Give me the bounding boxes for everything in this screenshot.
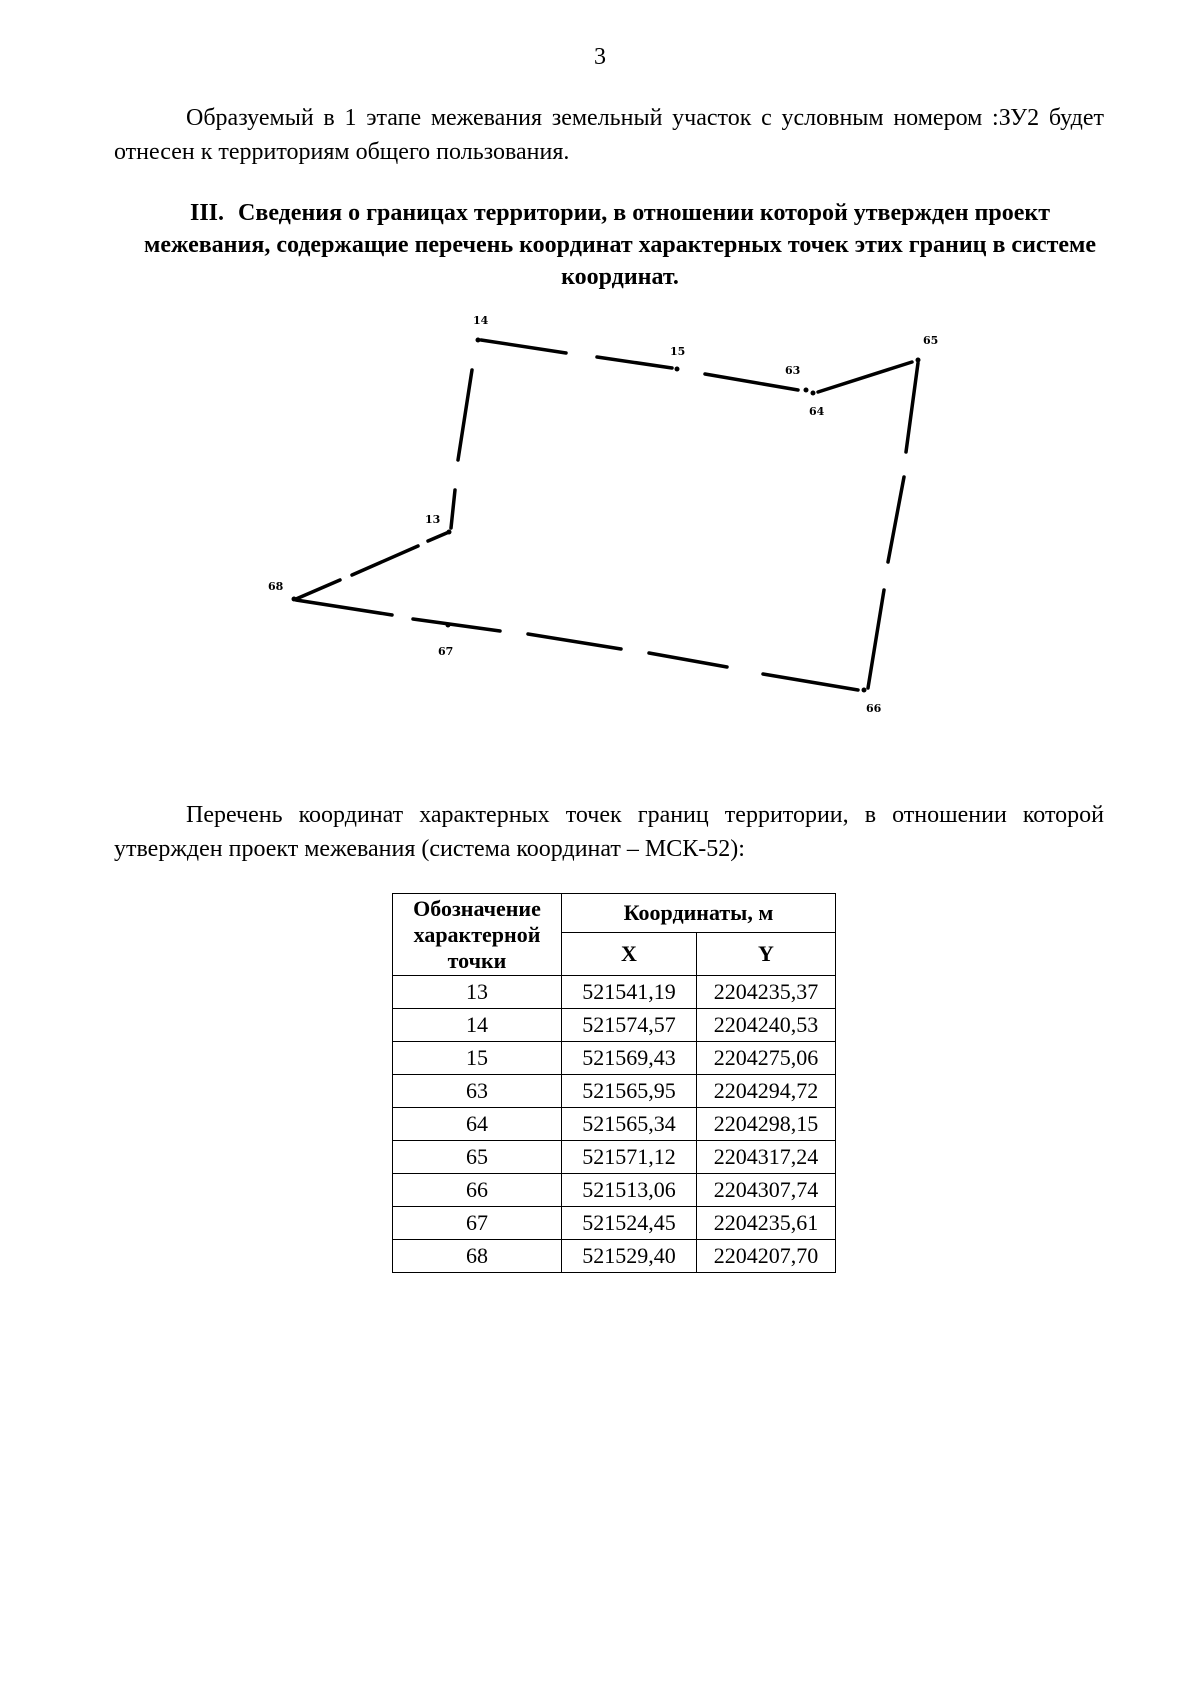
boundary-segment: [451, 490, 455, 528]
boundary-lines: [296, 340, 918, 690]
table-header-row: [393, 894, 836, 933]
point-label-13: 13: [425, 513, 441, 526]
boundary-segment: [458, 370, 472, 460]
table-row: [393, 1009, 836, 1042]
coordinates-table: [392, 893, 836, 1273]
boundary-segment: [906, 363, 918, 452]
header-y: Y: [697, 933, 836, 976]
cell-y: 2204240,53: [697, 1009, 836, 1042]
boundary-segment: [413, 619, 500, 631]
boundary-segment: [296, 600, 392, 615]
cell-point: 63: [393, 1075, 562, 1108]
section-title: Сведения о границах территории, в отношении которой утвержден проект межевания, содержащие перечень координат характерных точек этих границ в системе координат.: [143, 200, 1097, 290]
section-number: III.: [190, 200, 225, 226]
cell-x: 521565,95: [562, 1075, 697, 1108]
section-heading: [130, 197, 1110, 293]
page-number: 3: [594, 44, 606, 70]
point-marker: [675, 367, 680, 372]
boundary-segment: [528, 634, 621, 649]
intro-paragraph: [114, 101, 1104, 169]
cell-y: 2204207,70: [697, 1240, 836, 1273]
header-coordinates: Координаты, м: [562, 894, 836, 933]
cell-point: 68: [393, 1240, 562, 1273]
point-marker: [916, 358, 921, 363]
point-marker: [476, 338, 481, 343]
cell-point: 64: [393, 1108, 562, 1141]
point-marker: [804, 388, 809, 393]
header-point-designation: Обозначение характерной точки: [393, 894, 562, 976]
point-marker: [292, 597, 297, 602]
cell-y: 2204235,61: [697, 1207, 836, 1240]
table-row: [393, 1174, 836, 1207]
point-label-67: 67: [438, 645, 454, 658]
header-x: X: [562, 933, 697, 976]
table-row: [393, 1240, 836, 1273]
cell-x: 521524,45: [562, 1207, 697, 1240]
point-label-65: 65: [923, 334, 939, 347]
cell-x: 521541,19: [562, 976, 697, 1009]
cell-point: 15: [393, 1042, 562, 1075]
table-row: [393, 1108, 836, 1141]
cell-x: 521571,12: [562, 1141, 697, 1174]
cell-x: 521569,43: [562, 1042, 697, 1075]
boundary-segment: [818, 362, 912, 392]
cell-x: 521565,34: [562, 1108, 697, 1141]
table-row: [393, 1207, 836, 1240]
cell-point: 66: [393, 1174, 562, 1207]
coords-intro-paragraph: [114, 798, 1104, 866]
boundary-segment: [352, 546, 418, 575]
cell-y: 2204235,37: [697, 976, 836, 1009]
point-label-68: 68: [268, 580, 284, 593]
cell-y: 2204317,24: [697, 1141, 836, 1174]
boundary-segment: [763, 674, 858, 690]
cell-point: 13: [393, 976, 562, 1009]
cell-y: 2204298,15: [697, 1108, 836, 1141]
cell-x: 521513,06: [562, 1174, 697, 1207]
cell-point: 14: [393, 1009, 562, 1042]
table-row: [393, 1141, 836, 1174]
table-row: [393, 1042, 836, 1075]
cell-x: 521574,57: [562, 1009, 697, 1042]
point-marker: [862, 688, 867, 693]
cell-point: 67: [393, 1207, 562, 1240]
boundary-segment: [868, 590, 884, 688]
point-label-66: 66: [866, 702, 882, 715]
boundary-segment: [597, 357, 672, 368]
boundary-segment: [428, 532, 449, 541]
point-label-15: 15: [670, 345, 686, 358]
boundary-segment: [481, 340, 566, 353]
cell-y: 2204294,72: [697, 1075, 836, 1108]
point-marker: [447, 530, 452, 535]
point-label-63: 63: [785, 364, 801, 377]
point-marker: [446, 623, 451, 628]
boundary-segment: [296, 580, 340, 599]
point-marker: [811, 391, 816, 396]
boundary-segment: [888, 477, 904, 562]
intro-paragraph-text: Образуемый в 1 этапе межевания земельный участок с условным номером :ЗУ2 будет отнесен к территориям общего пользования.: [114, 105, 1104, 165]
table-row: [393, 976, 836, 1009]
cell-point: 65: [393, 1141, 562, 1174]
cell-y: 2204275,06: [697, 1042, 836, 1075]
point-label-14: 14: [473, 314, 489, 327]
point-label-64: 64: [809, 405, 825, 418]
table-row: [393, 1075, 836, 1108]
coords-intro-text: Перечень координат характерных точек границ территории, в отношении которой утвержден проект межевания (система координат – МСК-52):: [114, 802, 1104, 862]
boundary-segment: [649, 653, 727, 667]
boundary-diagram: [260, 305, 940, 725]
cell-x: 521529,40: [562, 1240, 697, 1273]
cell-y: 2204307,74: [697, 1174, 836, 1207]
